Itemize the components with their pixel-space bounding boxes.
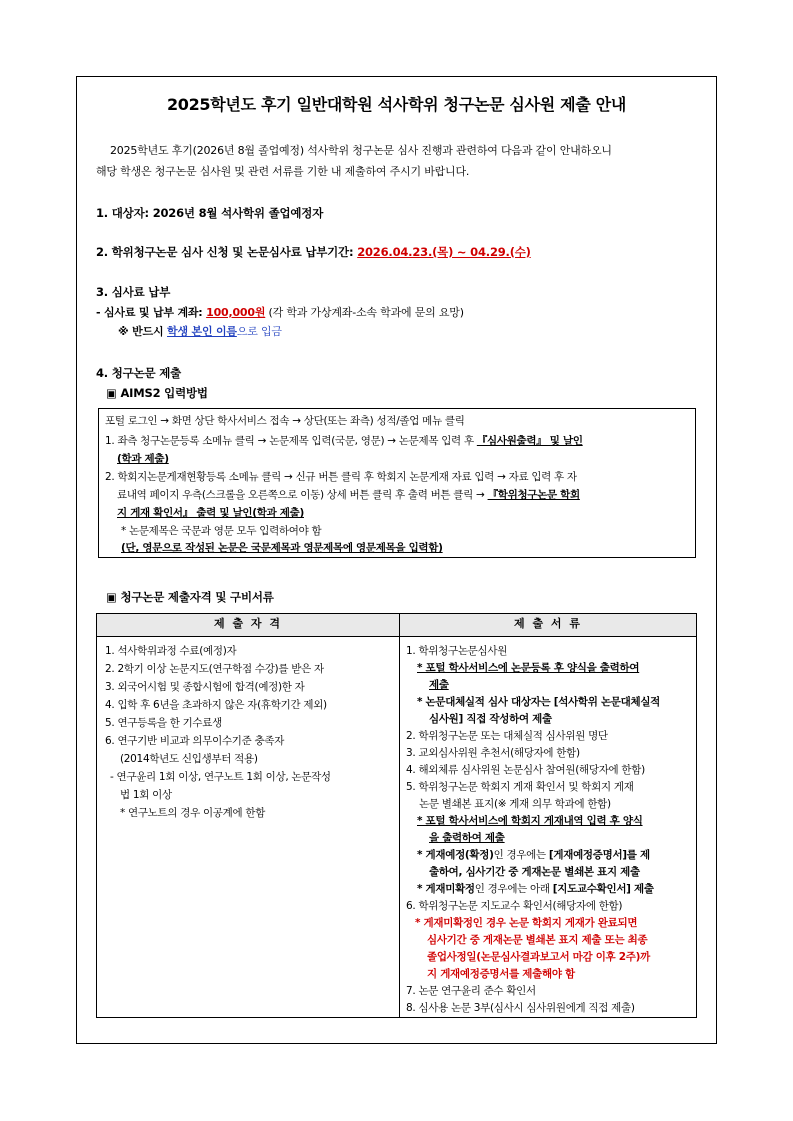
aims-instructions-box: [98, 408, 696, 558]
qual-item: 1. 석사학위과정 수료(예정)자: [105, 645, 237, 657]
qual-item: 2. 2학기 이상 논문지도(연구학점 수강)를 받은 자: [105, 663, 324, 675]
doc-item-5-note-c: [417, 881, 654, 896]
doc-item-5-note-b2: 출하여, 심사기간 중 게재논문 별쇄본 표지 제출: [429, 866, 640, 878]
doc-item-5-note-b: [417, 847, 650, 862]
aims-step-2: 2. 학회지논문게재현황등록 소메뉴 클릭 → 신규 버튼 클릭 후 학회지 논문게재 자료 입력 → 자료 입력 후 자: [105, 471, 577, 483]
doc-item-1-note-a2: 제출: [429, 679, 449, 691]
aims-title-note: * 논문제목은 국문과 영문 모두 입력하여야 함: [121, 525, 322, 537]
aims-step-1-emph: 『심사원출력』 및 날인: [476, 435, 583, 447]
header-documents: 제 출 서 류: [400, 614, 697, 637]
note-suffix: 으로 입금: [236, 325, 282, 338]
doc-item-1-note-b2: 심사원] 직접 작성하여 제출: [429, 713, 552, 725]
aims-method-heading: ▣ AIMS2 입력방법: [106, 386, 208, 400]
aims-step-1-text: 1. 좌측 청구논문등록 소메뉴 클릭 → 논문제목 입력(국문, 영문) → 논문제목 입력 후: [105, 435, 477, 447]
section-2-period: [96, 244, 531, 260]
aims-step-2-cont-text: 료내역 페이지 우측(스크롤을 오른쪽으로 이동) 상세 버튼 클릭 후 출력 버튼 클릭 →: [117, 489, 488, 501]
qual-item: * 연구노트의 경우 이공계에 한함: [120, 807, 266, 819]
fee-account-label: - 심사료 및 납부 계좌:: [96, 306, 207, 319]
fee-note: (각 학과 가상계좌-소속 학과에 문의 요망): [265, 306, 464, 319]
header-qualification: 제 출 자 격: [97, 614, 400, 637]
doc-item-7: 7. 논문 연구윤리 준수 확인서: [406, 985, 536, 997]
doc-item-5-note-a: * 포털 학사서비스에 학회지 게재내역 입력 후 양식: [417, 815, 643, 827]
note-b-doc: [게재예정증명서]를 제: [548, 849, 650, 861]
qual-item: 3. 외국어시험 및 종합시험에 합격(예정)한 자: [105, 681, 305, 693]
qual-item: - 연구윤리 1회 이상, 연구노트 1회 이상, 논문작성: [110, 771, 331, 783]
qual-item: 6. 연구기반 비교과 의무이수기준 충족자: [105, 735, 285, 747]
doc-item-1: 1. 학위청구논문심사원: [406, 645, 508, 657]
doc-item-6-warning-2: 심사기간 중 게재논문 별쇄본 표지 제출 또는 최종: [427, 934, 648, 946]
doc-item-6-warning-3: 졸업사정일(논문심사결과보고서 마감 이후 2주)까: [427, 951, 650, 963]
section-3-fee-line: [96, 304, 464, 320]
note-c-status: * 게재미확정: [417, 883, 475, 895]
qual-item: (2014학년도 신입생부터 적용): [120, 753, 258, 765]
requirements-heading: ▣ 청구논문 제출자격 및 구비서류: [106, 590, 274, 604]
intro-line-2: 해당 학생은 청구논문 심사원 및 관련 서류를 기한 내 제출하여 주시기 바랍니다.: [96, 165, 470, 178]
doc-item-8: 8. 심사용 논문 3부(심사시 심사위원에게 직접 제출): [406, 1002, 635, 1014]
qual-item: 법 1회 이상: [120, 789, 172, 801]
note-prefix: ※ 반드시: [118, 325, 168, 338]
section-2-label: 2. 학위청구논문 심사 신청 및 논문심사료 납부기간:: [96, 245, 358, 259]
note-b-text: 인 경우에는: [493, 849, 549, 861]
doc-item-5-cont: 논문 별쇄본 표지(※ 게재 의무 학과에 한함): [419, 798, 611, 810]
section-1-target: 1. 대상자: 2026년 8월 석사학위 졸업예정자: [96, 206, 324, 220]
section-2-dates: 2026.04.23.(목) ~ 04.29.(수): [357, 245, 531, 259]
doc-item-6: 6. 학위청구논문 지도교수 확인서(해당자에 한함): [406, 900, 623, 912]
doc-item-4: 4. 해외체류 심사위원 논문심사 참여원(해당자에 한함): [406, 764, 645, 776]
aims-step-2-end: 지 게재 확인서』 출력 및 날인(학과 제출): [117, 507, 304, 519]
requirements-table: [96, 613, 697, 1018]
doc-item-5-note-a2: 을 출력하여 제출: [429, 832, 505, 844]
doc-item-3: 3. 교외심사위원 추천서(해당자에 한함): [406, 747, 580, 759]
section-3-fee: 3. 심사료 납부: [96, 285, 171, 299]
note-student-name: 학생 본인 이름: [167, 325, 237, 338]
doc-item-2: 2. 학위청구논문 또는 대체실적 심사위원 명단: [406, 730, 608, 742]
aims-step-2-emph: 『학위청구논문 학회: [487, 489, 580, 501]
doc-item-6-warning: * 게재미확정인 경우 논문 학회지 게재가 완료되면: [415, 917, 638, 929]
intro-line-1: 2025학년도 후기(2026년 8월 졸업예정) 석사학위 청구논문 심사 진행과 관련하여 다음과 같이 안내하오니: [110, 144, 612, 157]
aims-step-0: 포털 로그인 → 화면 상단 학사서비스 접속 → 상단(또는 좌측) 성적/졸업 메뉴 클릭: [105, 415, 465, 427]
aims-step-1: [105, 433, 583, 448]
aims-step-1-submit: (학과 제출): [117, 453, 169, 465]
note-c-doc: [지도교수확인서] 제출: [552, 883, 654, 895]
note-b-status: * 게재예정(확정): [417, 849, 494, 861]
note-c-text: 인 경우에는 아래: [474, 883, 553, 895]
page-title: 2025학년도 후기 일반대학원 석사학위 청구논문 심사원 제출 안내: [166, 95, 627, 114]
doc-item-5: 5. 학위청구논문 학회지 게재 확인서 및 학회지 게재: [406, 781, 634, 793]
doc-item-1-note-a: * 포털 학사서비스에 논문등록 후 양식을 출력하여: [417, 662, 640, 674]
qualification-cell: [97, 637, 400, 1018]
aims-english-note: (단, 영문으로 작성된 논문은 국문제목과 영문제목에 영문제목을 입력함): [121, 542, 443, 554]
aims-step-2-cont: [117, 487, 580, 502]
doc-item-1-note-b: * 논문대체실적 심사 대상자는 [석사학위 논문대체실적: [417, 696, 661, 708]
fee-amount: 100,000원: [206, 306, 266, 319]
qual-item: 4. 입학 후 6년을 초과하지 않은 자(휴학기간 제외): [105, 699, 327, 711]
doc-item-6-warning-4: 지 게재예정증명서를 제출해야 함: [427, 968, 575, 980]
qual-item: 5. 연구등록을 한 기수료생: [105, 717, 222, 729]
documents-cell: [400, 637, 697, 1018]
section-4-submit: 4. 청구논문 제출: [96, 366, 182, 380]
section-3-note: [118, 323, 282, 339]
